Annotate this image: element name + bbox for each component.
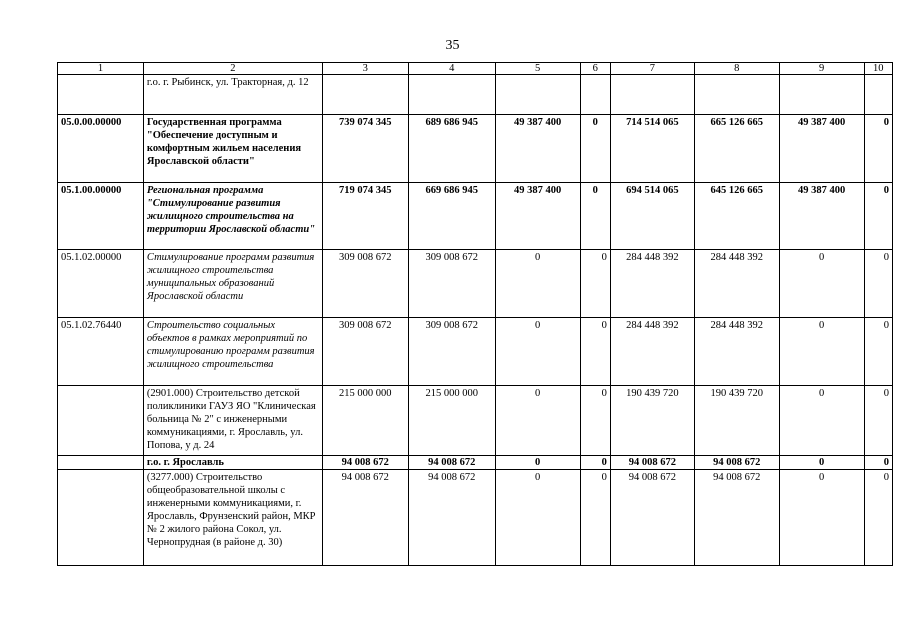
cell-value: 284 448 392 xyxy=(694,318,779,386)
cell-value: 190 439 720 xyxy=(694,386,779,456)
cell-value: 94 008 672 xyxy=(408,456,495,470)
cell-value: 0 xyxy=(580,318,610,386)
column-header: 1 xyxy=(58,63,144,75)
column-header: 3 xyxy=(322,63,408,75)
row-code xyxy=(58,386,144,456)
cell-value: 689 686 945 xyxy=(408,115,495,183)
cell-value: 309 008 672 xyxy=(322,318,408,386)
cell-value: 0 xyxy=(580,115,610,183)
cell-value: 49 387 400 xyxy=(779,183,864,250)
cell-value: 94 008 672 xyxy=(610,456,694,470)
cell-value xyxy=(610,75,694,115)
table-row xyxy=(58,250,893,318)
cell-value: 94 008 672 xyxy=(694,470,779,566)
table-row xyxy=(58,75,893,115)
column-header: 4 xyxy=(408,63,495,75)
cell-value: 0 xyxy=(495,318,580,386)
cell-value: 0 xyxy=(495,470,580,566)
row-code xyxy=(58,470,144,566)
cell-value: 645 126 665 xyxy=(694,183,779,250)
cell-value: 665 126 665 xyxy=(694,115,779,183)
cell-value xyxy=(694,75,779,115)
cell-value: 49 387 400 xyxy=(779,115,864,183)
cell-value: 94 008 672 xyxy=(322,470,408,566)
cell-value: 0 xyxy=(779,470,864,566)
cell-value: 0 xyxy=(864,115,892,183)
cell-value: 0 xyxy=(580,456,610,470)
cell-value: 0 xyxy=(779,250,864,318)
row-code xyxy=(58,75,144,115)
cell-value: 94 008 672 xyxy=(322,456,408,470)
cell-value: 0 xyxy=(779,456,864,470)
cell-value: 0 xyxy=(580,470,610,566)
cell-value: 0 xyxy=(580,386,610,456)
cell-value xyxy=(580,75,610,115)
table-row xyxy=(58,456,893,470)
cell-value: 215 000 000 xyxy=(322,386,408,456)
column-header: 6 xyxy=(580,63,610,75)
cell-value: 190 439 720 xyxy=(610,386,694,456)
budget-table xyxy=(57,62,893,566)
row-name: Государственная программа "Обеспечение доступным и комфортным жильем населения Ярославской области" xyxy=(143,115,322,183)
cell-value: 0 xyxy=(495,250,580,318)
cell-value: 0 xyxy=(495,456,580,470)
cell-value: 0 xyxy=(864,250,892,318)
column-header: 2 xyxy=(143,63,322,75)
table-row xyxy=(58,183,893,250)
row-name: Региональная программа "Стимулирование развития жилищного строительства на территории Ярославской области" xyxy=(143,183,322,250)
cell-value: 739 074 345 xyxy=(322,115,408,183)
page-number: 35 xyxy=(445,38,460,53)
cell-value: 694 514 065 xyxy=(610,183,694,250)
cell-value xyxy=(864,75,892,115)
cell-value xyxy=(408,75,495,115)
cell-value: 284 448 392 xyxy=(694,250,779,318)
cell-value: 309 008 672 xyxy=(408,318,495,386)
column-header: 9 xyxy=(779,63,864,75)
cell-value: 215 000 000 xyxy=(408,386,495,456)
table-row xyxy=(58,318,893,386)
row-name: Строительство социальных объектов в рамках мероприятий по стимулированию программ развития жилищного строительства xyxy=(143,318,322,386)
table-row xyxy=(58,115,893,183)
cell-value: 0 xyxy=(864,318,892,386)
cell-value: 0 xyxy=(864,386,892,456)
row-code: 05.0.00.00000 xyxy=(58,115,144,183)
cell-value: 94 008 672 xyxy=(408,470,495,566)
cell-value: 0 xyxy=(580,183,610,250)
column-header: 10 xyxy=(864,63,892,75)
cell-value: 49 387 400 xyxy=(495,183,580,250)
cell-value: 0 xyxy=(779,318,864,386)
row-code: 05.1.02.00000 xyxy=(58,250,144,318)
row-code xyxy=(58,456,144,470)
cell-value: 0 xyxy=(580,250,610,318)
column-header: 7 xyxy=(610,63,694,75)
cell-value: 284 448 392 xyxy=(610,318,694,386)
cell-value: 714 514 065 xyxy=(610,115,694,183)
row-name: (3277.000) Строительство общеобразовательной школы с инженерными коммуникациями, г. Ярославль, Фрунзенский район, МКР № 2 жилого района Сокол, ул. Чернопрудная (в районе д. 30) xyxy=(143,470,322,566)
table-row xyxy=(58,386,893,456)
column-header: 8 xyxy=(694,63,779,75)
column-header: 5 xyxy=(495,63,580,75)
cell-value xyxy=(495,75,580,115)
cell-value: 669 686 945 xyxy=(408,183,495,250)
row-code: 05.1.00.00000 xyxy=(58,183,144,250)
table-row xyxy=(58,470,893,566)
row-name: г.о. г. Ярославль xyxy=(143,456,322,470)
row-name: (2901.000) Строительство детской поликлиники ГАУЗ ЯО "Клиническая больница № 2" с инженерными коммуникациями, г. Ярославль, ул. Попова, у д. 24 xyxy=(143,386,322,456)
row-name: г.о. г. Рыбинск, ул. Тракторная, д. 12 xyxy=(143,75,322,115)
cell-value: 284 448 392 xyxy=(610,250,694,318)
cell-value: 309 008 672 xyxy=(322,250,408,318)
row-code: 05.1.02.76440 xyxy=(58,318,144,386)
cell-value: 0 xyxy=(779,386,864,456)
cell-value: 94 008 672 xyxy=(610,470,694,566)
column-number-row xyxy=(58,63,893,75)
cell-value: 0 xyxy=(864,456,892,470)
cell-value: 49 387 400 xyxy=(495,115,580,183)
cell-value: 94 008 672 xyxy=(694,456,779,470)
cell-value xyxy=(322,75,408,115)
cell-value: 0 xyxy=(864,470,892,566)
cell-value xyxy=(779,75,864,115)
cell-value: 719 074 345 xyxy=(322,183,408,250)
cell-value: 309 008 672 xyxy=(408,250,495,318)
cell-value: 0 xyxy=(495,386,580,456)
cell-value: 0 xyxy=(864,183,892,250)
row-name: Стимулирование программ развития жилищного строительства муниципальных образований Ярославской области xyxy=(143,250,322,318)
